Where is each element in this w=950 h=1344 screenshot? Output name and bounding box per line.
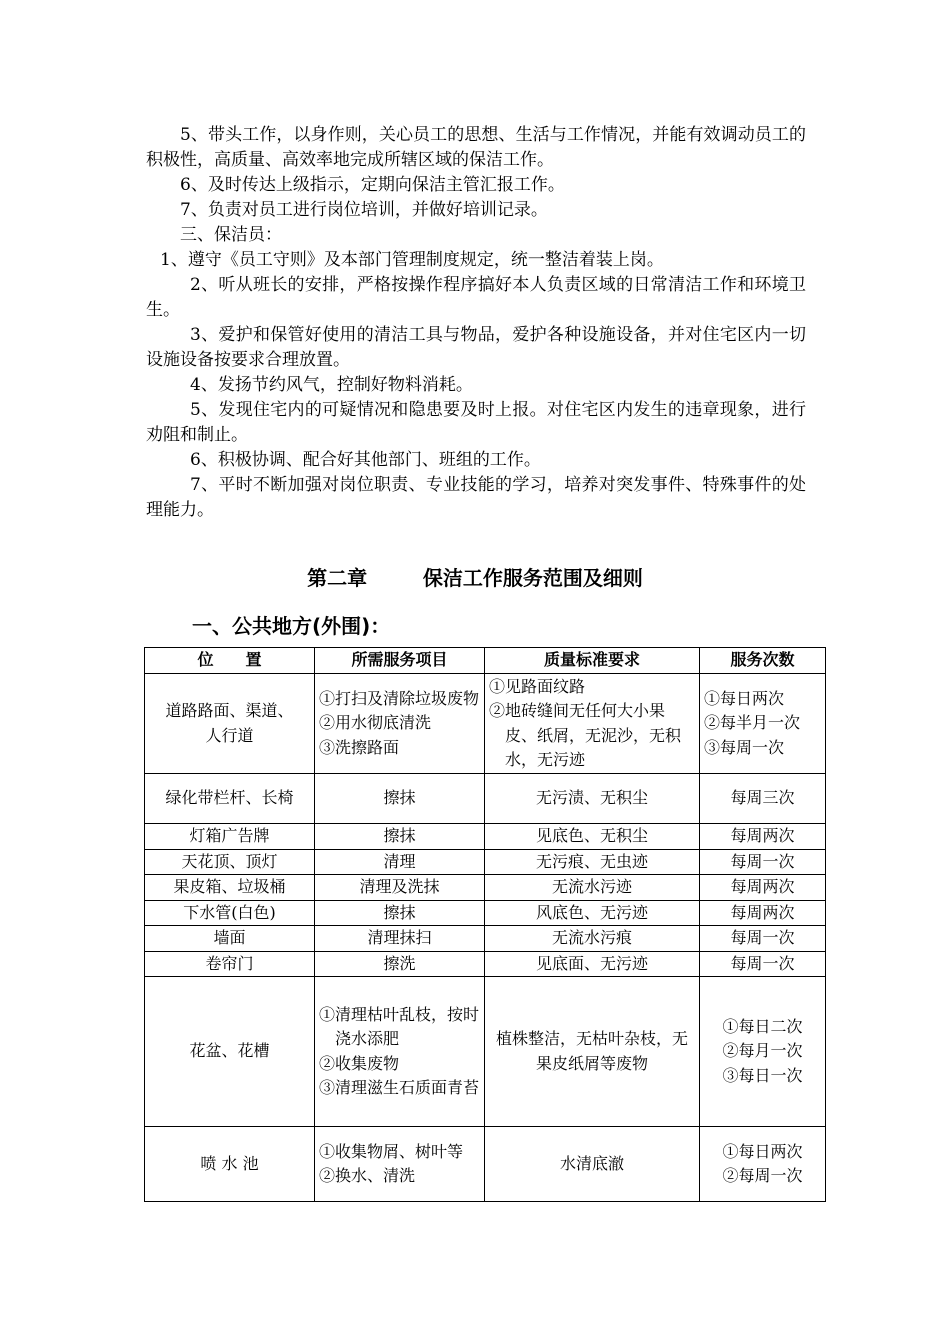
cell-quality-standard (485, 926, 700, 952)
cell-line: ①打扫及清除垃圾废物 (319, 688, 480, 708)
cell-location: 天花顶、顶灯 (145, 849, 315, 875)
table-header-row (145, 648, 826, 674)
cell-location: 道路路面、渠道、人行道 (145, 674, 315, 774)
cell-line: 每周一次 (730, 928, 795, 947)
cell-service-items (315, 951, 485, 977)
cell-quality-standard (485, 1127, 700, 1202)
table-row (145, 977, 826, 1127)
cell-line: ①收集物屑、树叶等 (319, 1141, 464, 1161)
cell-service-items (315, 849, 485, 875)
cell-line: 无流水污迹 (551, 877, 632, 896)
cell-service-items (315, 926, 485, 952)
cell-frequency (700, 849, 826, 875)
cell-quality-standard (485, 951, 700, 977)
cell-frequency (700, 674, 826, 774)
cell-line: ③洗擦路面 (319, 737, 400, 757)
body-text (146, 123, 806, 523)
table-row (145, 900, 826, 926)
section-title: 一、公共地方(外围)： (192, 614, 391, 638)
cell-quality-standard (485, 849, 700, 875)
table-row (145, 824, 826, 850)
cell-line: ①每日两次 (704, 688, 785, 708)
paragraph: 5、发现住宅内的可疑情况和隐患要及时上报。对住宅区内发生的违章现象，进行劝阻和制止。 (146, 400, 806, 445)
cell-line: 清理抹扫 (367, 928, 432, 947)
cell-quality-standard (485, 900, 700, 926)
cell-location: 绿化带栏杆、长椅 (145, 774, 315, 824)
cell-location: 花盆、花槽 (145, 977, 315, 1127)
cell-line: 见底色、无积尘 (535, 826, 648, 845)
cell-line: ②每半月一次 (704, 713, 801, 733)
table-row (145, 674, 826, 774)
paragraph: 2、听从班长的安排，严格按操作程序搞好本人负责区域的日常清洁工作和环境卫生。 (146, 275, 806, 320)
cell-frequency (700, 951, 826, 977)
cell-quality-standard (485, 875, 700, 901)
paragraph: 7、负责对员工进行岗位培训，并做好培训记录。 (180, 200, 548, 220)
cell-location: 果皮箱、垃圾桶 (145, 875, 315, 901)
cell-location: 下水管(白色) (145, 900, 315, 926)
cell-quality-standard (485, 824, 700, 850)
cell-line: ③清理滋生石质面青苔 (319, 1078, 480, 1097)
cell-line: 见底面、无污迹 (535, 953, 648, 973)
cell-line: ③每日一次 (722, 1065, 803, 1085)
cell-line: ②每月一次 (722, 1041, 803, 1061)
cell-line: 每周两次 (730, 902, 795, 922)
cell-line: ②地砖缝间无任何大小果皮、纸屑，无泥沙，无积水，无污迹 (489, 701, 682, 769)
header-frequency: 服务次数 (700, 648, 826, 674)
cell-service-items (315, 674, 485, 774)
cell-line: 擦抹 (383, 902, 416, 922)
cell-frequency (700, 824, 826, 850)
cell-line: 水清底澈 (559, 1153, 624, 1173)
cell-line: 无污渍、无积尘 (535, 788, 648, 808)
paragraph: 5、带头工作，以身作则，关心员工的思想、生活与工作情况，并能有效调动员工的积极性，高质量、高效率地完成所辖区域的保洁工作。 (146, 125, 806, 170)
chapter-name: 保洁工作服务范围及细则 (422, 566, 643, 590)
cell-frequency (700, 875, 826, 901)
paragraph: 3、爱护和保管好使用的清洁工具与物品，爱护各种设施设备，并对住宅区内一切设施设备按要求合理放置。 (146, 325, 806, 370)
cell-line: ①每日二次 (722, 1016, 803, 1036)
cell-line: 风底色、无污迹 (535, 902, 648, 922)
cell-line: ②每周一次 (722, 1166, 803, 1185)
cell-line: 擦洗 (383, 953, 416, 973)
cell-location: 灯箱广告牌 (145, 824, 315, 850)
cell-frequency (700, 1127, 826, 1202)
cell-location: 墙面 (145, 926, 315, 952)
cell-frequency (700, 900, 826, 926)
cell-line: 无污痕、无虫迹 (535, 851, 648, 871)
table-row (145, 875, 826, 901)
chapter-title (0, 562, 950, 591)
section-heading: 三、保洁员： (180, 225, 282, 245)
cell-line: 擦抹 (383, 788, 416, 808)
table-row (145, 951, 826, 977)
cell-line: 植株整洁，无枯叶杂枝，无果皮纸屑等废物 (495, 1029, 688, 1073)
cell-line: 每周三次 (730, 788, 795, 808)
cell-location: 卷帘门 (145, 951, 315, 977)
cell-service-items (315, 774, 485, 824)
cell-line: ①见路面纹路 (489, 676, 586, 696)
cell-line: 无流水污痕 (551, 928, 632, 947)
header-location: 位 置 (145, 648, 315, 674)
paragraph: 7、平时不断加强对岗位职责、专业技能的学习，培养对突发事件、特殊事件的处理能力。 (146, 475, 806, 520)
cell-line: 每周一次 (730, 851, 795, 871)
cell-frequency (700, 926, 826, 952)
cell-service-items (315, 977, 485, 1127)
cell-service-items (315, 900, 485, 926)
cell-line: 每周一次 (730, 953, 795, 973)
cell-quality-standard (485, 977, 700, 1127)
cell-line: ②用水彻底清洗 (319, 713, 432, 733)
cell-quality-standard (485, 674, 700, 774)
header-service-items: 所需服务项目 (315, 648, 485, 674)
cell-line: 清理及洗抹 (359, 877, 440, 896)
cell-line: ②收集废物 (319, 1053, 400, 1073)
cell-frequency (700, 977, 826, 1127)
cell-frequency (700, 774, 826, 824)
paragraph: 6、及时传达上级指示，定期向保洁主管汇报工作。 (180, 175, 565, 195)
cell-service-items (315, 824, 485, 850)
table-row (145, 1127, 826, 1202)
cell-line: ①清理枯叶乱枝，按时浇水添肥 (319, 1004, 480, 1048)
cell-line: ②换水、清洗 (319, 1166, 416, 1185)
paragraph: 6、积极协调、配合好其他部门、班组的工作。 (190, 450, 541, 470)
cell-line: ①每日两次 (722, 1141, 803, 1161)
cell-line: 每周两次 (730, 826, 795, 845)
service-table (144, 647, 826, 1202)
cell-service-items (315, 1127, 485, 1202)
cell-quality-standard (485, 774, 700, 824)
cell-location: 喷 水 池 (145, 1127, 315, 1202)
table-row (145, 926, 826, 952)
cell-line: 擦抹 (383, 826, 416, 845)
table-row (145, 774, 826, 824)
cell-service-items (315, 875, 485, 901)
cell-line: ③每周一次 (704, 737, 785, 757)
cell-line: 每周两次 (730, 877, 795, 896)
chapter-number: 第二章 (307, 566, 368, 590)
table-row (145, 849, 826, 875)
paragraph: 1、遵守《员工守则》及本部门管理制度规定，统一整洁着装上岗。 (160, 250, 664, 270)
cell-line: 清理 (383, 851, 416, 871)
header-quality-standard: 质量标准要求 (485, 648, 700, 674)
paragraph: 4、发扬节约风气，控制好物料消耗。 (190, 375, 473, 395)
